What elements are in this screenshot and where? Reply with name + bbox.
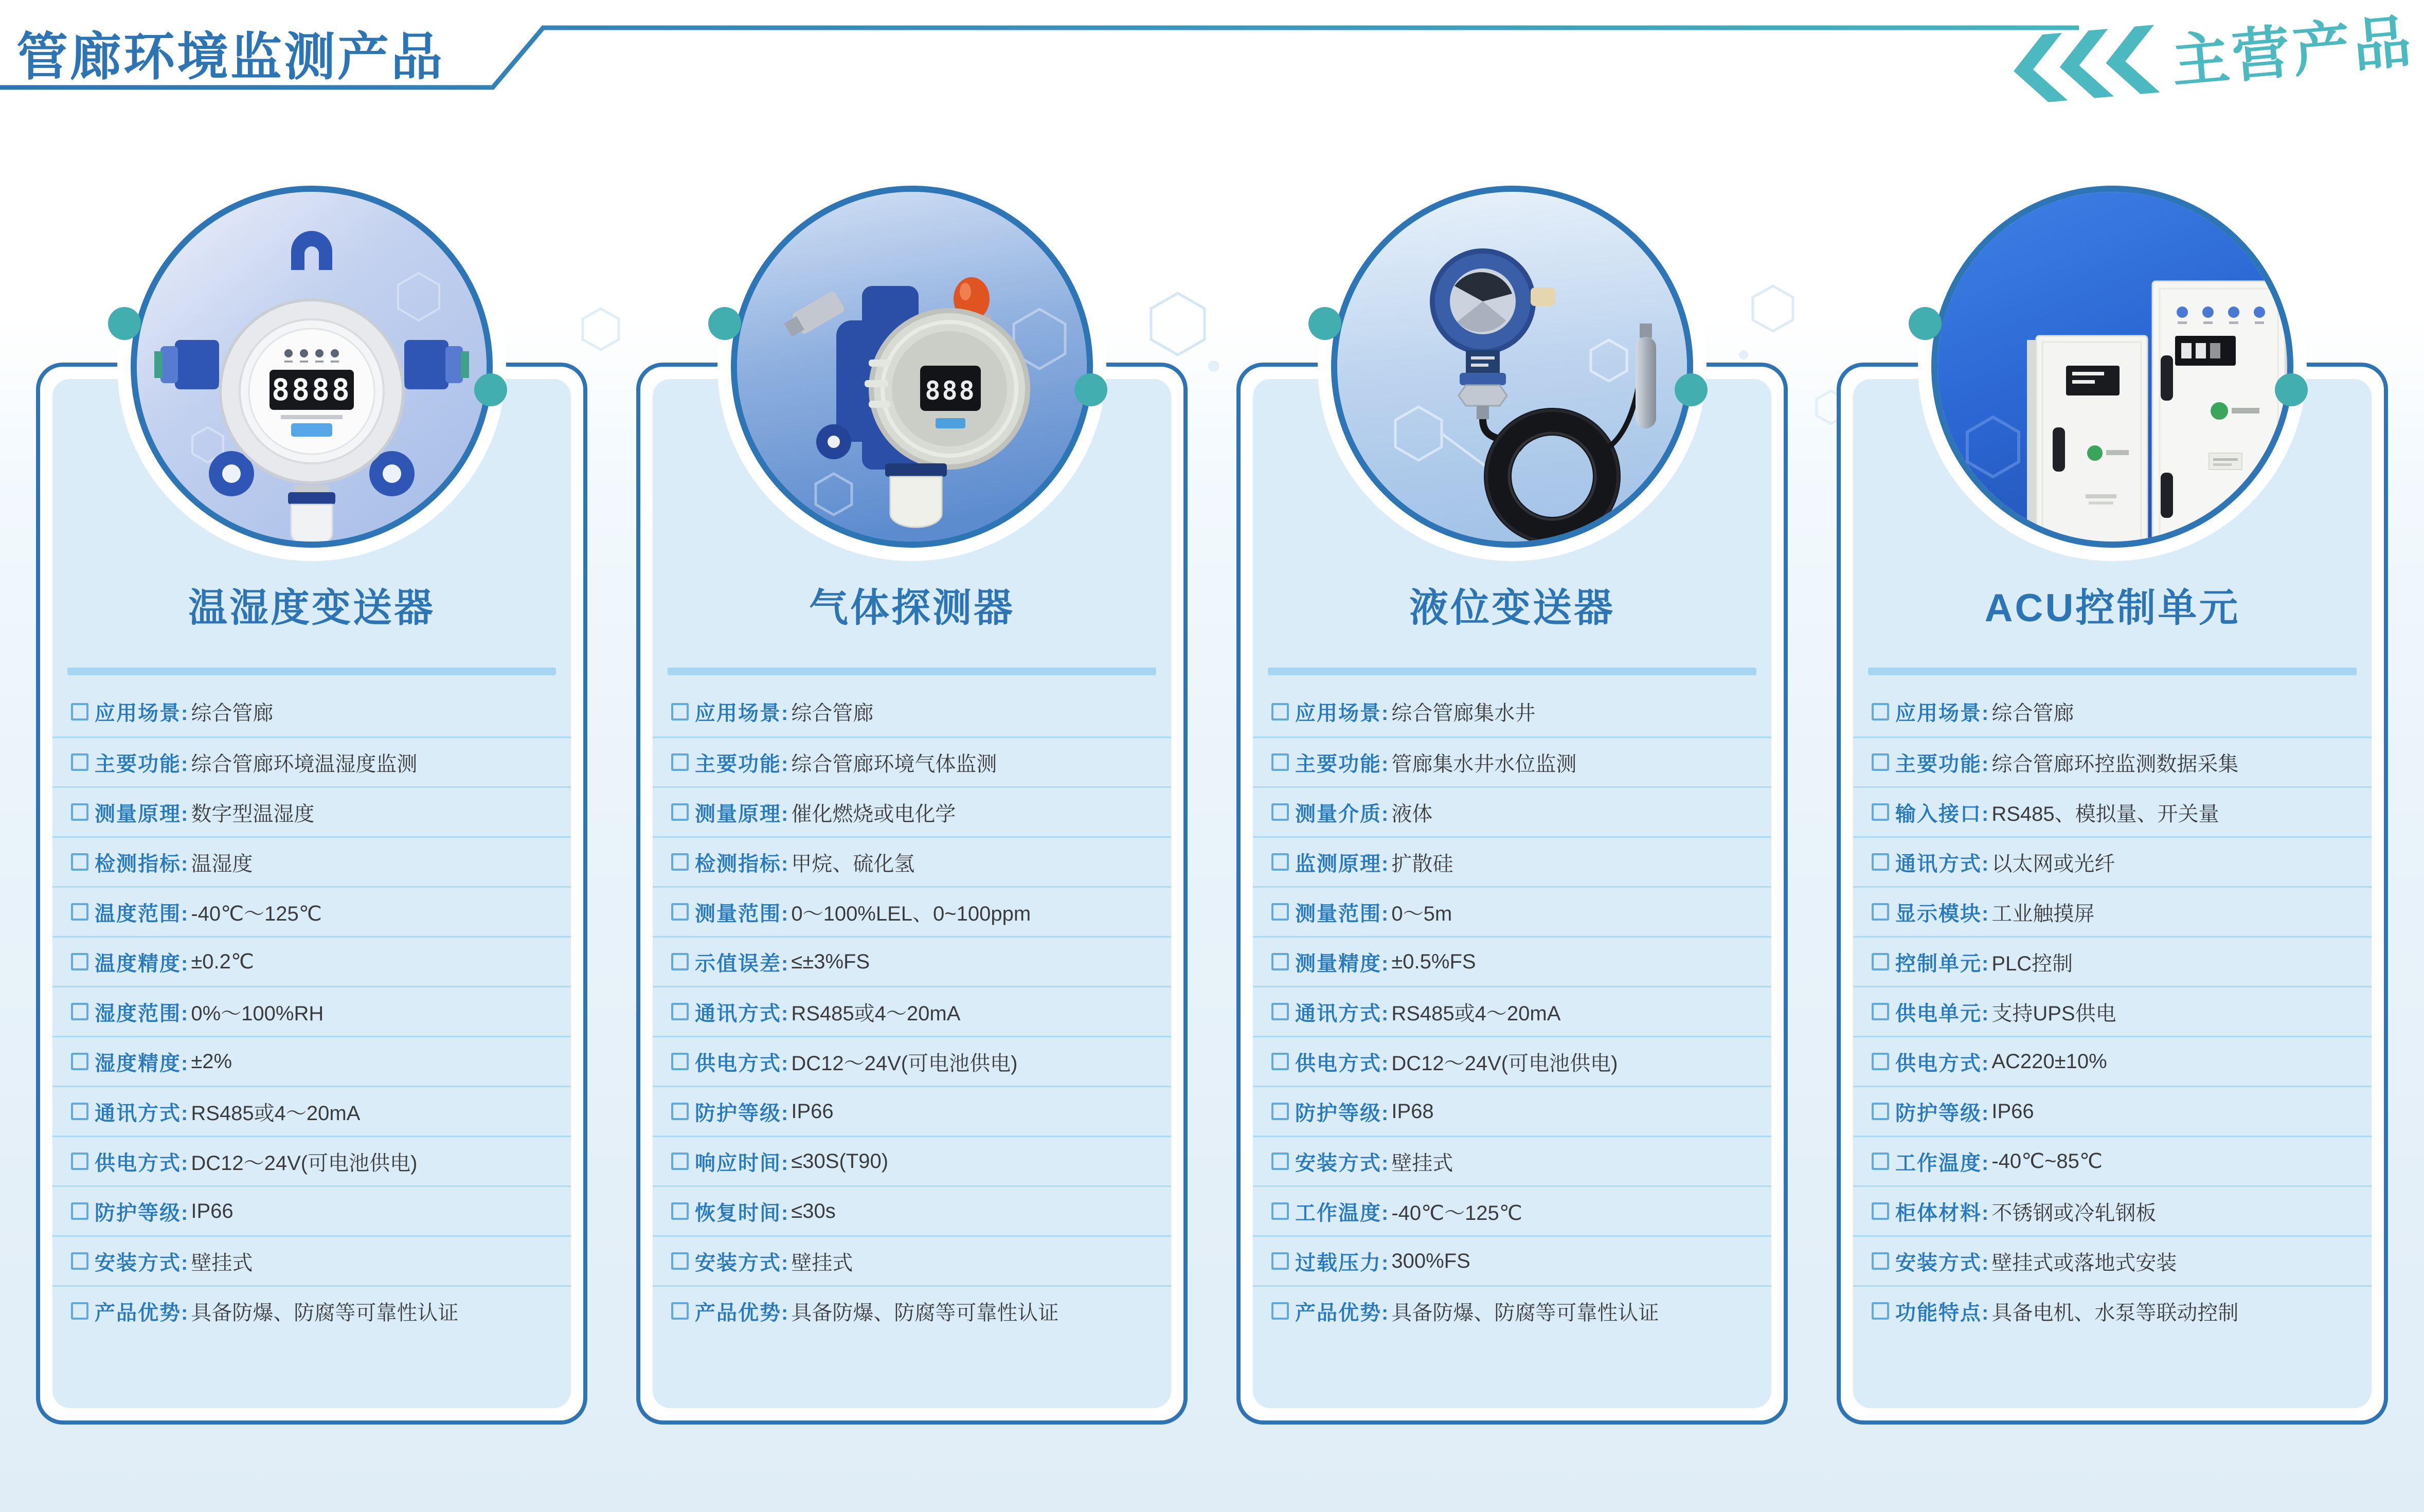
spec-label: 供电单元:	[1895, 1002, 1990, 1025]
checkbox-icon	[1872, 1252, 1889, 1270]
product-image-circle	[731, 186, 1093, 548]
checkbox-icon	[1872, 1103, 1889, 1120]
checkbox-icon	[1872, 953, 1889, 970]
checkbox-icon	[1872, 803, 1889, 821]
spec-value: 壁挂式或落地式安装	[1991, 1251, 2177, 1274]
spec-value: 综合管廊环境气体监测	[791, 752, 997, 776]
checkbox-icon	[1872, 1302, 1889, 1320]
spec-label: 响应时间:	[695, 1151, 789, 1175]
spec-row	[1853, 1235, 2372, 1285]
checkbox-icon	[71, 1252, 88, 1270]
spec-label: 产品优势:	[695, 1301, 789, 1324]
spec-label: 安装方式:	[695, 1251, 789, 1274]
spec-list	[52, 687, 571, 1335]
checkbox-icon	[671, 1252, 689, 1270]
spec-label: 产品优势:	[95, 1301, 189, 1324]
spec-label: 湿度范围:	[95, 1002, 189, 1025]
spec-row	[52, 986, 571, 1036]
spec-label: 供电方式:	[1295, 1052, 1390, 1075]
spec-row	[653, 1086, 1171, 1136]
spec-label: 安装方式:	[1295, 1151, 1390, 1175]
checkbox-icon	[71, 703, 88, 721]
spec-row	[653, 786, 1171, 836]
spec-label: 测量介质:	[1295, 802, 1390, 825]
spec-value: 工业触摸屏	[1991, 902, 2095, 925]
spec-value: 扩散硅	[1391, 852, 1453, 875]
spec-label: 通讯方式:	[695, 1002, 789, 1025]
spec-label: 防护等级:	[1295, 1102, 1390, 1125]
product-image-circle	[1331, 186, 1693, 548]
spec-row	[52, 786, 571, 836]
spec-value: -40℃～125℃	[1391, 1201, 1522, 1225]
title-divider	[1268, 668, 1756, 675]
spec-row	[1253, 1136, 1771, 1185]
spec-list	[1253, 687, 1771, 1335]
checkbox-icon	[71, 753, 88, 771]
checkbox-icon	[1271, 1252, 1289, 1270]
spec-row	[653, 986, 1171, 1036]
spec-value: 支持UPS供电	[1991, 1002, 2116, 1025]
checkbox-icon	[671, 1153, 689, 1170]
checkbox-icon	[671, 1202, 689, 1220]
spec-row	[1253, 1185, 1771, 1235]
spec-label: 应用场景:	[695, 702, 789, 725]
spec-value: DC12～24V(可电池供电)	[191, 1151, 418, 1175]
spec-label: 应用场景:	[1895, 702, 1990, 725]
spec-row	[1853, 687, 2372, 736]
checkbox-icon	[1872, 753, 1889, 771]
checkbox-icon	[71, 1302, 88, 1320]
checkbox-icon	[1271, 1103, 1289, 1120]
spec-row	[52, 736, 571, 786]
checkbox-icon	[1271, 953, 1289, 970]
spec-label: 检测指标:	[95, 852, 189, 875]
teal-dot-right	[2275, 373, 2308, 406]
spec-row	[653, 936, 1171, 986]
spec-row	[1253, 1285, 1771, 1335]
temp-humidity-transmitter-photo	[131, 186, 493, 548]
spec-row	[52, 886, 571, 936]
spec-label: 应用场景:	[95, 702, 189, 725]
gas-detector-photo	[731, 186, 1093, 548]
spec-row	[1253, 687, 1771, 736]
spec-value: RS485或4～20mA	[791, 1002, 961, 1025]
teal-dot-right	[1675, 373, 1708, 406]
spec-value: 0～5m	[1391, 902, 1452, 925]
spec-label: 通讯方式:	[95, 1102, 189, 1125]
spec-value: PLC控制	[1991, 952, 2073, 975]
checkbox-icon	[1271, 753, 1289, 771]
teal-dot-left	[1308, 307, 1341, 340]
checkbox-icon	[1271, 703, 1289, 721]
checkbox-icon	[71, 1153, 88, 1170]
title-divider	[1868, 668, 2357, 675]
spec-value: IP66	[791, 1100, 834, 1123]
product-card-acu-control	[1837, 363, 2388, 1425]
checkbox-icon	[71, 1003, 88, 1020]
spec-row	[1853, 1086, 2372, 1136]
spec-row	[1853, 1285, 2372, 1335]
spec-value: 具备防爆、防腐等可靠性认证	[191, 1301, 459, 1324]
checkbox-icon	[671, 1053, 689, 1070]
spec-label: 示值误差:	[695, 952, 789, 975]
checkbox-icon	[71, 953, 88, 970]
spec-value: 壁挂式	[191, 1251, 253, 1274]
spec-list	[653, 687, 1171, 1335]
spec-row	[52, 1285, 571, 1335]
spec-row	[52, 1086, 571, 1136]
checkbox-icon	[671, 903, 689, 921]
product-title: 液位变送器	[1409, 586, 1615, 630]
spec-row	[1253, 1036, 1771, 1086]
checkbox-icon	[671, 853, 689, 871]
spec-value: 具备电机、水泵等联动控制	[1991, 1301, 2239, 1324]
spec-row	[1253, 886, 1771, 936]
spec-label: 主要功能:	[95, 752, 189, 776]
spec-value: 温湿度	[191, 852, 253, 875]
spec-value: -40℃～125℃	[191, 902, 322, 925]
spec-row	[52, 1185, 571, 1235]
checkbox-icon	[1872, 1053, 1889, 1070]
spec-label: 安装方式:	[1895, 1251, 1990, 1274]
spec-row	[1253, 986, 1771, 1036]
checkbox-icon	[671, 953, 689, 970]
teal-dot-left	[708, 307, 741, 340]
spec-row	[653, 1036, 1171, 1086]
spec-row	[1853, 1185, 2372, 1235]
spec-value: ≤±3%FS	[791, 950, 870, 973]
teal-dot-right	[474, 373, 507, 406]
spec-label: 供电方式:	[95, 1151, 189, 1175]
spec-value: RS485、模拟量、开关量	[1991, 802, 2219, 825]
spec-row	[1853, 736, 2372, 786]
spec-value: 具备防爆、防腐等可靠性认证	[1391, 1301, 1659, 1324]
spec-row	[1253, 1235, 1771, 1285]
spec-label: 通讯方式:	[1895, 852, 1990, 875]
product-title: 气体探测器	[809, 586, 1015, 630]
corner-banner-label: 主营产品	[2169, 9, 2417, 94]
spec-label: 工作温度:	[1895, 1151, 1990, 1175]
spec-value: RS485或4～20mA	[191, 1102, 361, 1125]
level-transmitter-photo	[1331, 186, 1693, 548]
checkbox-icon	[1872, 1202, 1889, 1220]
chevrons-left-icon	[2010, 25, 2160, 105]
spec-row	[1253, 1086, 1771, 1136]
product-title: 温湿度变送器	[188, 586, 435, 630]
spec-value: 综合管廊	[191, 702, 274, 725]
checkbox-icon	[671, 703, 689, 721]
spec-label: 测量精度:	[1295, 952, 1390, 975]
checkbox-icon	[1271, 853, 1289, 871]
checkbox-icon	[671, 753, 689, 771]
spec-label: 测量范围:	[695, 902, 789, 925]
spec-row	[1853, 786, 2372, 836]
spec-label: 防护等级:	[1895, 1102, 1990, 1125]
spec-row	[1853, 836, 2372, 886]
spec-value: IP66	[1991, 1100, 2034, 1123]
checkbox-icon	[1872, 1153, 1889, 1170]
spec-value: 数字型温湿度	[191, 802, 315, 825]
spec-label: 温度范围:	[95, 902, 189, 925]
spec-value: 0%～100%RH	[191, 1002, 324, 1025]
spec-label: 通讯方式:	[1295, 1002, 1390, 1025]
spec-row	[52, 1235, 571, 1285]
spec-value: 以太网或光纤	[1991, 852, 2115, 875]
spec-row	[1853, 886, 2372, 936]
spec-row	[653, 687, 1171, 736]
spec-row	[653, 886, 1171, 936]
teal-dot-left	[108, 307, 141, 340]
spec-value: 综合管廊环境温湿度监测	[191, 752, 418, 776]
spec-label: 供电方式:	[695, 1052, 789, 1075]
spec-value: 壁挂式	[791, 1251, 853, 1274]
checkbox-icon	[71, 1202, 88, 1220]
spec-label: 主要功能:	[1295, 752, 1390, 776]
page-title: 管廊环境监测产品	[16, 28, 444, 86]
spec-row	[653, 1285, 1171, 1335]
spec-label: 防护等级:	[95, 1201, 189, 1225]
product-title: ACU控制单元	[1984, 586, 2240, 630]
checkbox-icon	[671, 803, 689, 821]
spec-label: 输入接口:	[1895, 802, 1990, 825]
spec-row	[52, 687, 571, 736]
spec-row	[653, 1136, 1171, 1185]
spec-row	[1253, 736, 1771, 786]
product-image-circle	[1931, 186, 2293, 548]
spec-value: -40℃~85℃	[1991, 1150, 2103, 1173]
spec-value: 综合管廊集水井	[1391, 702, 1536, 725]
spec-label: 测量原理:	[95, 802, 189, 825]
checkbox-icon	[71, 1103, 88, 1120]
spec-row	[653, 1235, 1171, 1285]
acu-control-cabinets-photo	[1931, 186, 2293, 548]
spec-value: 液体	[1391, 802, 1433, 825]
spec-row	[1253, 836, 1771, 886]
product-image-circle	[131, 186, 493, 548]
spec-value: 管廊集水井水位监测	[1391, 752, 1577, 776]
spec-label: 测量原理:	[695, 802, 789, 825]
spec-label: 工作温度:	[1295, 1201, 1390, 1225]
spec-label: 供电方式:	[1895, 1052, 1990, 1075]
title-divider	[67, 668, 556, 675]
spec-value: 0～100%LEL、0~100ppm	[791, 902, 1031, 925]
spec-label: 柜体材料:	[1895, 1201, 1990, 1225]
checkbox-icon	[71, 903, 88, 921]
spec-value: 综合管廊环控监测数据采集	[1991, 752, 2239, 776]
spec-value: 催化燃烧或电化学	[791, 802, 956, 825]
checkbox-icon	[71, 803, 88, 821]
spec-value: AC220±10%	[1991, 1050, 2107, 1073]
checkbox-icon	[1872, 853, 1889, 871]
spec-label: 温度精度:	[95, 952, 189, 975]
checkbox-icon	[1271, 1003, 1289, 1020]
spec-value: DC12～24V(可电池供电)	[1391, 1052, 1618, 1075]
checkbox-icon	[1271, 903, 1289, 921]
spec-row	[653, 736, 1171, 786]
spec-row	[1253, 936, 1771, 986]
checkbox-icon	[1271, 1202, 1289, 1220]
spec-label: 应用场景:	[1295, 702, 1390, 725]
spec-label: 防护等级:	[695, 1102, 789, 1125]
spec-value: ≤30S(T90)	[791, 1149, 889, 1173]
checkbox-icon	[671, 1302, 689, 1320]
spec-list	[1853, 687, 2372, 1335]
checkbox-icon	[71, 1053, 88, 1070]
checkbox-icon	[71, 853, 88, 871]
spec-row	[1253, 786, 1771, 836]
spec-row	[52, 1136, 571, 1185]
spec-value: 综合管廊	[791, 702, 874, 725]
product-card-level-transmitter	[1236, 363, 1788, 1425]
spec-label: 测量范围:	[1295, 902, 1390, 925]
teal-dot-left	[1909, 307, 1942, 340]
spec-label: 检测指标:	[695, 852, 789, 875]
checkbox-icon	[1271, 1053, 1289, 1070]
spec-label: 显示模块:	[1895, 902, 1990, 925]
spec-label: 产品优势:	[1295, 1301, 1390, 1324]
spec-row	[1853, 936, 2372, 986]
spec-label: 主要功能:	[695, 752, 789, 776]
spec-value: 甲烷、硫化氢	[791, 852, 915, 875]
spec-value: RS485或4～20mA	[1391, 1002, 1561, 1025]
spec-value: 具备防爆、防腐等可靠性认证	[791, 1301, 1059, 1324]
spec-label: 主要功能:	[1895, 752, 1990, 776]
spec-label: 湿度精度:	[95, 1052, 189, 1075]
spec-row	[1853, 986, 2372, 1036]
product-card-temp-humidity	[36, 363, 587, 1425]
spec-row	[52, 836, 571, 886]
teal-dot-right	[1074, 373, 1107, 406]
title-divider	[668, 668, 1156, 675]
spec-value: IP68	[1391, 1100, 1434, 1123]
spec-value: ±2%	[191, 1050, 232, 1073]
spec-row	[1853, 1036, 2372, 1086]
corner-banner	[2010, 0, 2417, 110]
product-card-gas-detector	[636, 363, 1188, 1425]
spec-row	[52, 1036, 571, 1086]
checkbox-icon	[671, 1103, 689, 1120]
spec-value: 壁挂式	[1391, 1151, 1453, 1175]
checkbox-icon	[1271, 803, 1289, 821]
spec-row	[1853, 1136, 2372, 1185]
svg-text:8888: 8888	[272, 372, 352, 407]
spec-label: 安装方式:	[95, 1251, 189, 1274]
spec-value: 不锈钢或冷轧钢板	[1991, 1201, 2157, 1225]
spec-row	[653, 836, 1171, 886]
spec-value: 300%FS	[1391, 1249, 1470, 1272]
spec-value: ±0.2℃	[191, 950, 254, 973]
checkbox-icon	[1271, 1153, 1289, 1170]
checkbox-icon	[1872, 703, 1889, 721]
checkbox-icon	[671, 1003, 689, 1020]
spec-value: 综合管廊	[1991, 702, 2074, 725]
spec-label: 恢复时间:	[695, 1201, 789, 1225]
checkbox-icon	[1872, 903, 1889, 921]
spec-label: 控制单元:	[1895, 952, 1990, 975]
spec-label: 监测原理:	[1295, 852, 1390, 875]
spec-row	[653, 1185, 1171, 1235]
spec-value: ±0.5%FS	[1391, 950, 1476, 973]
spec-value: ≤30s	[791, 1199, 836, 1222]
spec-value: DC12～24V(可电池供电)	[791, 1052, 1018, 1075]
svg-text:888: 888	[925, 376, 976, 406]
spec-label: 过载压力:	[1295, 1251, 1390, 1274]
spec-label: 功能特点:	[1895, 1301, 1990, 1324]
spec-value: IP66	[191, 1199, 234, 1222]
checkbox-icon	[1872, 1003, 1889, 1020]
checkbox-icon	[1271, 1302, 1289, 1320]
product-cards-row	[36, 363, 2388, 1425]
spec-row	[52, 936, 571, 986]
